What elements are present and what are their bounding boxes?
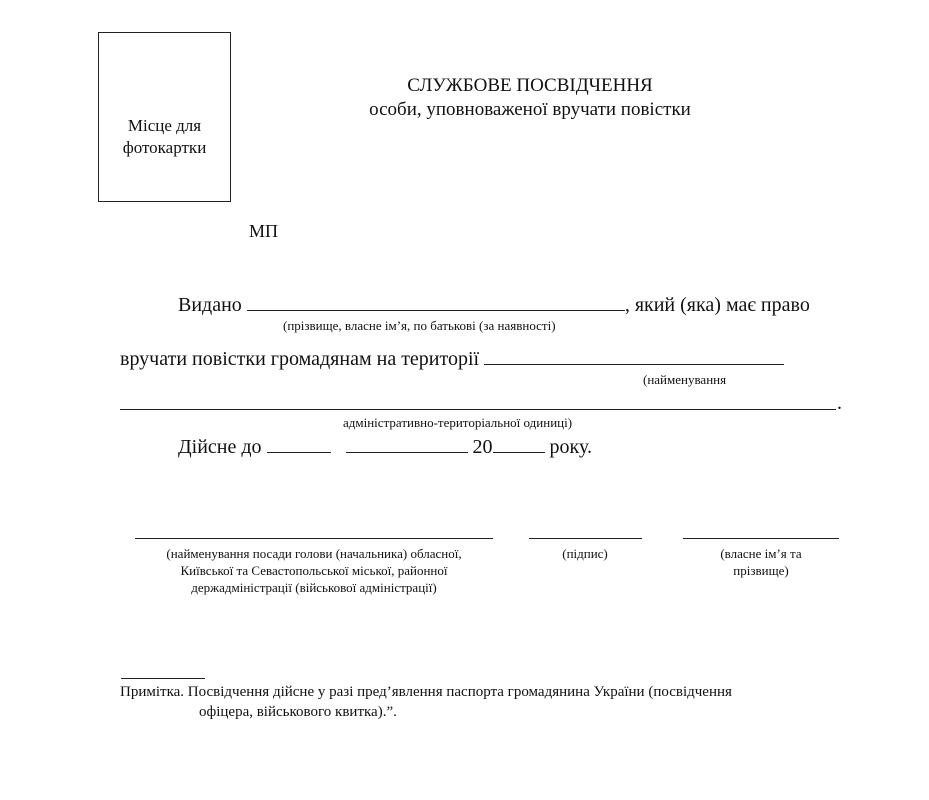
valid-month-field[interactable] <box>346 434 468 453</box>
territory-line <box>120 346 784 371</box>
valid-year-prefix: 20 <box>472 436 493 458</box>
issued-name-hint: (прізвище, власне ім’я, по батькові (за наявності) <box>283 318 556 333</box>
photo-label-line2: фотокартки <box>122 138 207 157</box>
position-caption <box>118 545 510 596</box>
issued-prefix: Видано <box>178 294 242 316</box>
position-caption-line1: (найменування посади голови (начальника) обласної, <box>166 546 462 561</box>
territory-field[interactable] <box>484 346 784 365</box>
valid-day-field[interactable] <box>267 434 331 453</box>
issued-name-field[interactable] <box>247 292 625 311</box>
valid-line <box>178 434 592 459</box>
document-subtitle: особи, уповноваженої вручати повістки <box>369 99 691 120</box>
name-caption-line1: (власне ім’я та <box>720 546 802 561</box>
position-caption-line3: держадміністрації (військової адміністрації) <box>191 580 437 595</box>
photo-placeholder <box>98 32 231 202</box>
note-line2: офіцера, військового квитка).”. <box>199 704 397 720</box>
name-signature-line[interactable] <box>683 538 839 539</box>
valid-suffix: року. <box>549 436 592 458</box>
territory-period: . <box>837 392 842 414</box>
territory-hint-start: (найменування <box>643 372 727 387</box>
territory-text: вручати повістки громадянам на території <box>120 348 480 370</box>
signature-caption: (підпис) <box>562 546 608 561</box>
issued-suffix: , який (яка) має право <box>624 294 810 316</box>
photo-label-line1: Місце для <box>127 116 202 135</box>
issued-line <box>178 292 810 317</box>
position-caption-line2: Київської та Севастопольської міської, районної <box>180 563 448 578</box>
name-caption <box>683 545 839 579</box>
footnote-separator <box>121 678 205 679</box>
signature-line[interactable] <box>529 538 642 539</box>
name-caption-line2: прізвище) <box>733 563 789 578</box>
valid-prefix: Дійсне до <box>178 436 262 458</box>
valid-year-field[interactable] <box>493 434 545 453</box>
territory-hint-end: адміністративно-територіальної одиниці) <box>343 415 573 430</box>
stamp-mark: МП <box>249 221 279 241</box>
position-signature-line[interactable] <box>135 538 493 539</box>
document-title: СЛУЖБОВЕ ПОСВІДЧЕННЯ <box>407 75 653 96</box>
photo-placeholder-label <box>99 115 230 159</box>
territory-continuation-field[interactable] <box>120 409 836 410</box>
note-line1: Примітка. Посвідчення дійсне у разі пред’явлення паспорта громадянина України (посвідчення <box>120 684 732 700</box>
